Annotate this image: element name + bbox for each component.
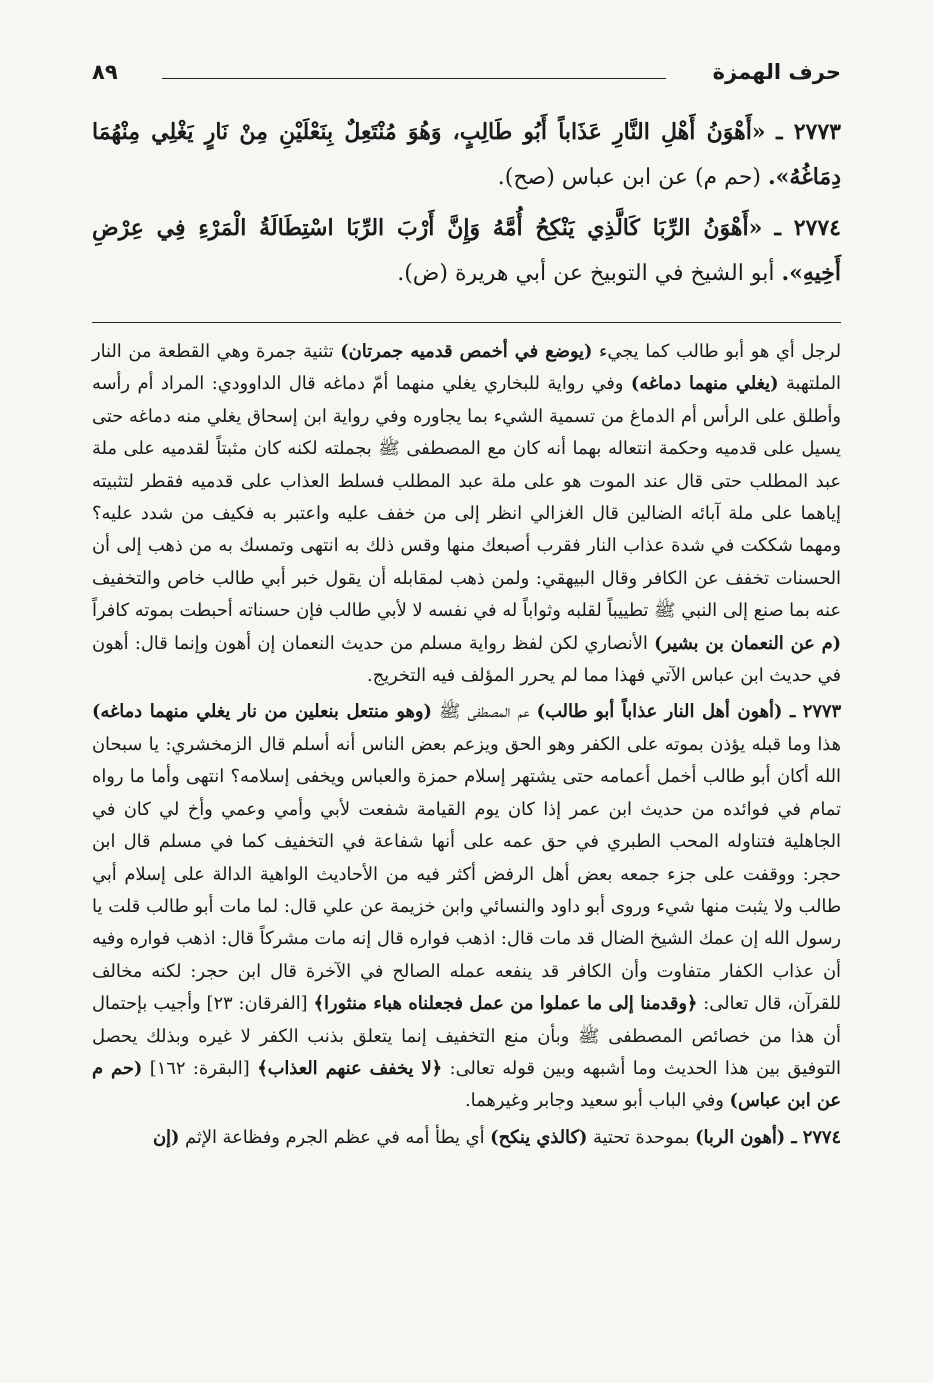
quran-verse: ﴿وقدمنا إلى ما عملوا من عمل فجعلناه هباء منثورا﴾ [313,993,698,1015]
commentary-text: أي يطأ أمه في عظم الجرم وفظاعة الإثم [179,1126,491,1148]
commentary-text: [الفرقان: ٢٣] وأجيب بإحتمال أن هذا من خصائص المصطفى ﷺ وبأن منع التخفيف إنما يتعلق بذنب الكفر لا غيره وبذلك يحصل التوفيق بين هذا الحديث وما أشبهه وبين قوله تعالى: [92,993,841,1079]
page-header [92,58,841,92]
commentary-text: عم المصطفى ﷺ [431,701,537,723]
commentary-text: الأنصاري لكن لفظ رواية مسلم من حديث النعمان إن أهون وإنما قال: أهون في حديث ابن عباس الآتي فهذا مما لم يحرر المؤلف فيه التخريج. [92,632,841,687]
commentary-text: لرجل أي هو أبو طالب كما يجيء [592,341,842,362]
commentary-reference: (م عن النعمان بن بشير) [654,632,841,654]
hadith-entry [92,206,841,296]
hadith-entries [92,110,841,302]
commentary-quote: (إن [152,1126,180,1148]
header-rule [162,78,666,79]
page-number: ٨٩ [92,60,118,84]
hadith-source: (حم م) عن ابن عباس (صح). [497,165,761,190]
commentary-text: [البقرة: ١٦٢] [142,1057,258,1079]
entry-number: ٢٧٧٣ ـ [776,119,841,145]
section-title: حرف الهمزة [712,60,841,84]
commentary-paragraph [92,1122,841,1154]
commentary-quote: (أهون أهل النار عذاباً أبو طالب) [536,701,783,723]
commentary-quote: (أهون الربا) [695,1126,786,1148]
commentary-section [92,336,841,1158]
commentary-text: بموحدة تحتية [587,1126,696,1148]
entry-number: ٢٧٧٤ ـ [774,215,841,241]
commentary-quote: (يغلي منهما دماغه) [630,373,779,395]
commentary-quote: (وهو منتعل بنعلين من نار يغلي منهما دماغه) [92,701,432,723]
commentary-entry-number: ٢٧٧٤ ـ [785,1126,841,1148]
commentary-text: تثنية جمرة وهي القطعة من النار الملتهبة [92,341,841,395]
commentary-quote: (كالذي ينكح) [490,1126,588,1148]
commentary-paragraph [92,336,841,692]
commentary-text: وفي الباب أبو سعيد وجابر وغيرهما. [465,1090,730,1112]
commentary-paragraph [92,696,841,1117]
quran-verse: ﴿لا يخفف عنهم العذاب﴾ [257,1057,443,1079]
commentary-quote: (يوضع في أخمص قدميه جمرتان) [340,341,593,362]
commentary-reference: (حم م عن ابن عباس) [92,1057,841,1112]
footnote-divider [92,322,841,323]
hadith-text: «أَهْوَنُ أَهْلِ النَّارِ عَذَاباً أَبُو طَالِبٍ، وَهُوَ مُنْتَعِلٌ بِنَعْلَيْنِ مِنْ نَارٍ يَغْلِي مِنْهُمَا دِمَاغُهُ». [92,119,841,190]
commentary-text: هذا وما قبله يؤذن بموته على الكفر وهو الحق ويزعم بعض الناس أنه أسلم قال الزمخشري: يا سبحان الله أكان أبو طالب أخمل أعمامه حتى يشتهر إسلام حمزة والعباس ويخفى إسلامه؟ انتهى وأما ما رواه تمام في فوائده من حديث ابن عمر إذا كان يوم القيامة شفعت لأبي وأمي وعمي وأخ لي كان في الجاهلية فتناوله المحب الطبري في حق عمه على أنها شفاعة في التخفيف كما في مسلم قال ابن حجر: ووقفت على جزء جمعه بعض أهل الرفض أكثر فيه من الأحاديث الواهية الدالة على إسلام أبي طالب ولا يثبت منها شيء وروى أبو داود والنسائي وابن خزيمة عن علي قال: لما مات أبو طالب قلت يا رسول الله إن عمك الشيخ الضال قد مات قال: اذهب فواره قال إنه مات مشركاً قال: اذهب فواره وفيه أن عذاب الكفار متفاوت وأن الكافر قد ينفعه عمله الصالح في الآخرة قال ابن حجر: لكنه مخالف للقرآن، قال تعالى: [92,733,841,1015]
hadith-source: أبو الشيخ في التوبيخ عن أبي هريرة (ض). [397,261,775,286]
commentary-text: وفي رواية للبخاري يغلي منهما أمّ دماغه قال الداوودي: المراد أم رأسه وأطلق على الرأس أم الدماغ من تسمية الشيء بما يجاوره وفي رواية ابن إسحاق يغلي منه دماغه حتى يسيل على قدميه وحكمة انتعاله بهما أنه كان مع المصطفى ﷺ بجملته لكنه كان مثبتاً لقدميه على ملة عبد المطلب حتى قال عند الموت هو على ملة عبد المطلب فسلط العذاب على قدميه فقطر لتثبيته إياهما على ملة آبائه الضالين قال الغزالي انظر إلى من خفف عليه واعتبر به فكيف من شدد عليه؟ ومهما شككت في شدة عذاب النار فقرب أصبعك منها وقس ذلك به انتهى وتمسك به من ذهب إلى أن الحسنات تخفف عن الكافر وقال البيهقي: ولمن ذهب لمقابله أن يقول خبر أبي طالب خاص والتخفيف عنه بما صنع إلى النبي ﷺ تطييباً لقلبه وثواباً له في نفسه لا لأبي طالب فإن حسناته أحبطت بموته كافراً [92,373,841,622]
hadith-entry [92,110,841,200]
hadith-text: «أَهْوَنُ الرِّبَا كَالَّذِي يَنْكِحُ أُمَّهُ وَإِنَّ أَرْبَ الرِّبَا اسْتِطَالَةُ الْمَرْءِ فِي عِرْضِ أَخِيهِ». [92,215,841,286]
commentary-entry-number: ٢٧٧٣ ـ [782,701,841,723]
